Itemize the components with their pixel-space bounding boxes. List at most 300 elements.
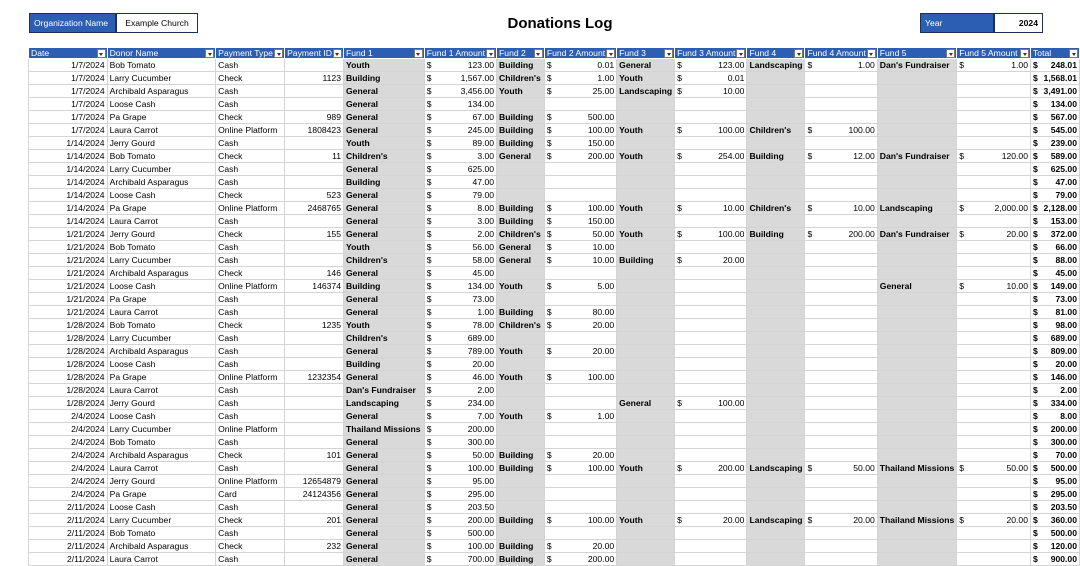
cell-fund-3-amount[interactable] bbox=[675, 423, 747, 436]
cell-payment-id[interactable] bbox=[285, 137, 344, 150]
cell-donor-name[interactable]: Laura Carrot bbox=[107, 124, 216, 137]
cell-fund-1[interactable]: General bbox=[343, 501, 424, 514]
cell-fund-1-amount[interactable] bbox=[424, 267, 496, 280]
cell-payment-type[interactable]: Cash bbox=[216, 215, 285, 228]
cell-fund-1-amount[interactable] bbox=[424, 254, 496, 267]
cell-fund-1[interactable]: General bbox=[343, 514, 424, 527]
cell-total[interactable] bbox=[1031, 59, 1080, 72]
cell-donor-name[interactable]: Laura Carrot bbox=[107, 462, 216, 475]
cell-fund-3[interactable]: Building bbox=[617, 254, 675, 267]
cell-fund-3-amount[interactable] bbox=[675, 215, 747, 228]
cell-total[interactable] bbox=[1031, 124, 1080, 137]
cell-fund-4-amount[interactable] bbox=[805, 59, 877, 72]
cell-date[interactable]: 1/21/2024 bbox=[29, 228, 108, 241]
column-header-fund-1-amount[interactable] bbox=[424, 48, 496, 59]
cell-fund-1[interactable]: Youth bbox=[343, 241, 424, 254]
cell-payment-id[interactable] bbox=[285, 358, 344, 371]
cell-fund-5[interactable]: Dan's Fundraiser bbox=[877, 150, 957, 163]
cell-fund-3-amount[interactable] bbox=[675, 410, 747, 423]
cell-fund-5-amount[interactable] bbox=[957, 163, 1031, 176]
cell-payment-type[interactable]: Cash bbox=[216, 384, 285, 397]
cell-fund-3-amount[interactable] bbox=[675, 514, 747, 527]
cell-fund-4[interactable] bbox=[747, 449, 805, 462]
cell-fund-2-amount[interactable] bbox=[544, 358, 616, 371]
cell-fund-2[interactable]: Building bbox=[497, 306, 545, 319]
cell-fund-5-amount[interactable] bbox=[957, 423, 1031, 436]
cell-date[interactable]: 1/21/2024 bbox=[29, 254, 108, 267]
cell-fund-4[interactable] bbox=[747, 306, 805, 319]
cell-fund-4[interactable] bbox=[747, 72, 805, 85]
cell-date[interactable]: 1/14/2024 bbox=[29, 202, 108, 215]
cell-date[interactable]: 2/4/2024 bbox=[29, 475, 108, 488]
cell-fund-2-amount[interactable] bbox=[544, 85, 616, 98]
cell-donor-name[interactable]: Laura Carrot bbox=[107, 215, 216, 228]
cell-fund-2-amount[interactable] bbox=[544, 72, 616, 85]
cell-fund-5[interactable] bbox=[877, 397, 957, 410]
cell-date[interactable]: 1/21/2024 bbox=[29, 267, 108, 280]
cell-fund-4[interactable] bbox=[747, 436, 805, 449]
cell-fund-5[interactable] bbox=[877, 85, 957, 98]
cell-fund-3[interactable] bbox=[617, 215, 675, 228]
cell-date[interactable]: 2/4/2024 bbox=[29, 410, 108, 423]
cell-payment-type[interactable]: Cash bbox=[216, 59, 285, 72]
cell-fund-5[interactable] bbox=[877, 527, 957, 540]
cell-date[interactable]: 2/4/2024 bbox=[29, 423, 108, 436]
cell-total[interactable] bbox=[1031, 98, 1080, 111]
cell-fund-2[interactable] bbox=[497, 332, 545, 345]
cell-donor-name[interactable]: Loose Cash bbox=[107, 189, 216, 202]
cell-payment-type[interactable]: Online Platform bbox=[216, 202, 285, 215]
cell-fund-5[interactable] bbox=[877, 436, 957, 449]
cell-fund-5[interactable] bbox=[877, 488, 957, 501]
cell-fund-1[interactable]: General bbox=[343, 488, 424, 501]
cell-fund-4-amount[interactable] bbox=[805, 345, 877, 358]
cell-fund-5-amount[interactable] bbox=[957, 384, 1031, 397]
cell-donor-name[interactable]: Bob Tomato bbox=[107, 150, 216, 163]
cell-payment-id[interactable]: 1232354 bbox=[285, 371, 344, 384]
cell-fund-3-amount[interactable] bbox=[675, 163, 747, 176]
cell-fund-4[interactable] bbox=[747, 384, 805, 397]
cell-fund-5[interactable] bbox=[877, 111, 957, 124]
cell-total[interactable] bbox=[1031, 397, 1080, 410]
cell-total[interactable] bbox=[1031, 293, 1080, 306]
cell-fund-4[interactable] bbox=[747, 410, 805, 423]
cell-payment-id[interactable] bbox=[285, 163, 344, 176]
cell-fund-3[interactable]: Youth bbox=[617, 462, 675, 475]
cell-fund-1-amount[interactable] bbox=[424, 397, 496, 410]
cell-fund-3[interactable] bbox=[617, 241, 675, 254]
cell-fund-3[interactable] bbox=[617, 280, 675, 293]
cell-fund-5[interactable] bbox=[877, 384, 957, 397]
cell-fund-2-amount[interactable] bbox=[544, 423, 616, 436]
cell-fund-4-amount[interactable] bbox=[805, 280, 877, 293]
cell-fund-5-amount[interactable] bbox=[957, 267, 1031, 280]
cell-donor-name[interactable]: Loose Cash bbox=[107, 98, 216, 111]
cell-fund-2[interactable]: Building bbox=[497, 462, 545, 475]
cell-fund-5[interactable] bbox=[877, 124, 957, 137]
cell-fund-2-amount[interactable] bbox=[544, 527, 616, 540]
cell-donor-name[interactable]: Archibald Asparagus bbox=[107, 85, 216, 98]
filter-dropdown-icon[interactable] bbox=[274, 49, 283, 58]
column-header-total[interactable] bbox=[1031, 48, 1080, 59]
cell-fund-2-amount[interactable] bbox=[544, 397, 616, 410]
cell-fund-4[interactable]: Landscaping bbox=[747, 59, 805, 72]
cell-fund-2[interactable]: Youth bbox=[497, 85, 545, 98]
cell-fund-1[interactable]: Building bbox=[343, 72, 424, 85]
cell-fund-1-amount[interactable] bbox=[424, 462, 496, 475]
cell-fund-5-amount[interactable] bbox=[957, 436, 1031, 449]
cell-fund-3-amount[interactable] bbox=[675, 241, 747, 254]
cell-fund-1[interactable]: Building bbox=[343, 358, 424, 371]
cell-fund-2-amount[interactable] bbox=[544, 319, 616, 332]
cell-fund-2[interactable] bbox=[497, 293, 545, 306]
cell-total[interactable] bbox=[1031, 436, 1080, 449]
cell-fund-1[interactable]: General bbox=[343, 215, 424, 228]
cell-payment-id[interactable] bbox=[285, 241, 344, 254]
cell-fund-4[interactable] bbox=[747, 163, 805, 176]
cell-total[interactable] bbox=[1031, 267, 1080, 280]
cell-payment-id[interactable]: 2468765 bbox=[285, 202, 344, 215]
cell-fund-4-amount[interactable] bbox=[805, 527, 877, 540]
cell-payment-id[interactable]: 523 bbox=[285, 189, 344, 202]
cell-fund-4-amount[interactable] bbox=[805, 228, 877, 241]
cell-fund-4[interactable] bbox=[747, 527, 805, 540]
cell-payment-id[interactable] bbox=[285, 501, 344, 514]
cell-payment-id[interactable] bbox=[285, 462, 344, 475]
cell-fund-1[interactable]: Youth bbox=[343, 319, 424, 332]
cell-payment-id[interactable]: 1235 bbox=[285, 319, 344, 332]
cell-fund-2[interactable] bbox=[497, 488, 545, 501]
cell-fund-1[interactable]: General bbox=[343, 449, 424, 462]
column-header-payment-type[interactable] bbox=[216, 48, 285, 59]
cell-fund-1-amount[interactable] bbox=[424, 59, 496, 72]
cell-fund-3-amount[interactable] bbox=[675, 189, 747, 202]
cell-payment-type[interactable]: Cash bbox=[216, 501, 285, 514]
cell-fund-3-amount[interactable] bbox=[675, 371, 747, 384]
cell-date[interactable]: 1/21/2024 bbox=[29, 293, 108, 306]
cell-fund-5-amount[interactable] bbox=[957, 228, 1031, 241]
column-header-fund-2-amount[interactable] bbox=[544, 48, 616, 59]
cell-fund-3-amount[interactable] bbox=[675, 98, 747, 111]
cell-donor-name[interactable]: Loose Cash bbox=[107, 280, 216, 293]
cell-fund-1[interactable]: Thailand Missions bbox=[343, 423, 424, 436]
cell-payment-id[interactable] bbox=[285, 293, 344, 306]
cell-fund-2-amount[interactable] bbox=[544, 228, 616, 241]
cell-donor-name[interactable]: Laura Carrot bbox=[107, 306, 216, 319]
filter-dropdown-icon[interactable] bbox=[736, 49, 745, 58]
cell-fund-3[interactable] bbox=[617, 332, 675, 345]
cell-fund-3-amount[interactable] bbox=[675, 72, 747, 85]
cell-fund-1-amount[interactable] bbox=[424, 150, 496, 163]
cell-fund-2-amount[interactable] bbox=[544, 514, 616, 527]
cell-date[interactable]: 1/21/2024 bbox=[29, 306, 108, 319]
cell-fund-4-amount[interactable] bbox=[805, 241, 877, 254]
cell-payment-id[interactable]: 12654879 bbox=[285, 475, 344, 488]
filter-dropdown-icon[interactable] bbox=[205, 49, 214, 58]
cell-payment-type[interactable]: Check bbox=[216, 150, 285, 163]
cell-fund-1-amount[interactable] bbox=[424, 98, 496, 111]
cell-fund-5[interactable] bbox=[877, 449, 957, 462]
cell-fund-3[interactable] bbox=[617, 137, 675, 150]
cell-date[interactable]: 2/11/2024 bbox=[29, 540, 108, 553]
cell-fund-3[interactable]: General bbox=[617, 59, 675, 72]
cell-fund-2[interactable]: General bbox=[497, 150, 545, 163]
cell-fund-5[interactable] bbox=[877, 371, 957, 384]
column-header-fund-3-amount[interactable] bbox=[675, 48, 747, 59]
cell-date[interactable]: 1/21/2024 bbox=[29, 241, 108, 254]
cell-fund-5-amount[interactable] bbox=[957, 462, 1031, 475]
cell-total[interactable] bbox=[1031, 423, 1080, 436]
cell-fund-4-amount[interactable] bbox=[805, 397, 877, 410]
cell-total[interactable] bbox=[1031, 72, 1080, 85]
cell-fund-3-amount[interactable] bbox=[675, 449, 747, 462]
filter-dropdown-icon[interactable] bbox=[1020, 49, 1029, 58]
cell-date[interactable]: 1/14/2024 bbox=[29, 176, 108, 189]
cell-fund-5[interactable] bbox=[877, 254, 957, 267]
cell-fund-5-amount[interactable] bbox=[957, 501, 1031, 514]
cell-fund-1-amount[interactable] bbox=[424, 332, 496, 345]
column-header-fund-3[interactable] bbox=[617, 48, 675, 59]
cell-fund-5-amount[interactable] bbox=[957, 397, 1031, 410]
cell-total[interactable] bbox=[1031, 410, 1080, 423]
cell-fund-4-amount[interactable] bbox=[805, 306, 877, 319]
cell-date[interactable]: 1/14/2024 bbox=[29, 189, 108, 202]
cell-payment-type[interactable]: Cash bbox=[216, 306, 285, 319]
cell-fund-4[interactable] bbox=[747, 293, 805, 306]
cell-donor-name[interactable]: Jerry Gourd bbox=[107, 475, 216, 488]
cell-fund-1-amount[interactable] bbox=[424, 241, 496, 254]
cell-total[interactable] bbox=[1031, 501, 1080, 514]
cell-fund-1[interactable]: Landscaping bbox=[343, 397, 424, 410]
cell-fund-3-amount[interactable] bbox=[675, 475, 747, 488]
cell-fund-5-amount[interactable] bbox=[957, 215, 1031, 228]
cell-fund-4-amount[interactable] bbox=[805, 540, 877, 553]
cell-fund-2[interactable]: Building bbox=[497, 202, 545, 215]
filter-dropdown-icon[interactable] bbox=[1069, 49, 1078, 58]
cell-fund-2-amount[interactable] bbox=[544, 410, 616, 423]
cell-fund-2[interactable]: Building bbox=[497, 215, 545, 228]
cell-fund-5[interactable] bbox=[877, 319, 957, 332]
cell-payment-type[interactable]: Online Platform bbox=[216, 280, 285, 293]
cell-date[interactable]: 2/11/2024 bbox=[29, 527, 108, 540]
filter-dropdown-icon[interactable] bbox=[794, 49, 803, 58]
cell-fund-2-amount[interactable] bbox=[544, 215, 616, 228]
cell-payment-id[interactable] bbox=[285, 215, 344, 228]
cell-fund-2[interactable] bbox=[497, 98, 545, 111]
cell-fund-1[interactable]: Children's bbox=[343, 254, 424, 267]
cell-fund-2[interactable] bbox=[497, 189, 545, 202]
cell-fund-4[interactable] bbox=[747, 176, 805, 189]
cell-fund-4-amount[interactable] bbox=[805, 163, 877, 176]
cell-payment-type[interactable]: Cash bbox=[216, 137, 285, 150]
cell-total[interactable] bbox=[1031, 137, 1080, 150]
cell-fund-3-amount[interactable] bbox=[675, 488, 747, 501]
cell-total[interactable] bbox=[1031, 332, 1080, 345]
cell-fund-2[interactable] bbox=[497, 475, 545, 488]
cell-fund-3[interactable] bbox=[617, 527, 675, 540]
cell-date[interactable]: 2/4/2024 bbox=[29, 449, 108, 462]
cell-fund-3[interactable]: Youth bbox=[617, 72, 675, 85]
cell-fund-5-amount[interactable] bbox=[957, 241, 1031, 254]
cell-date[interactable]: 1/7/2024 bbox=[29, 72, 108, 85]
cell-fund-1[interactable]: General bbox=[343, 124, 424, 137]
cell-donor-name[interactable]: Pa Grape bbox=[107, 371, 216, 384]
cell-fund-3-amount[interactable] bbox=[675, 176, 747, 189]
cell-payment-type[interactable]: Online Platform bbox=[216, 124, 285, 137]
cell-fund-4[interactable] bbox=[747, 475, 805, 488]
cell-date[interactable]: 1/21/2024 bbox=[29, 280, 108, 293]
cell-fund-3[interactable]: General bbox=[617, 397, 675, 410]
cell-fund-5[interactable] bbox=[877, 72, 957, 85]
cell-fund-5-amount[interactable] bbox=[957, 280, 1031, 293]
cell-fund-3[interactable] bbox=[617, 267, 675, 280]
cell-fund-4[interactable] bbox=[747, 189, 805, 202]
cell-fund-2-amount[interactable] bbox=[544, 98, 616, 111]
cell-fund-3[interactable] bbox=[617, 293, 675, 306]
cell-fund-5[interactable] bbox=[877, 176, 957, 189]
cell-fund-1-amount[interactable] bbox=[424, 449, 496, 462]
cell-date[interactable]: 1/14/2024 bbox=[29, 163, 108, 176]
cell-fund-2[interactable]: Youth bbox=[497, 345, 545, 358]
cell-fund-5-amount[interactable] bbox=[957, 150, 1031, 163]
cell-fund-5-amount[interactable] bbox=[957, 111, 1031, 124]
cell-fund-1-amount[interactable] bbox=[424, 371, 496, 384]
cell-fund-5[interactable]: Landscaping bbox=[877, 202, 957, 215]
cell-fund-5-amount[interactable] bbox=[957, 319, 1031, 332]
cell-payment-type[interactable]: Card bbox=[216, 488, 285, 501]
cell-date[interactable]: 1/14/2024 bbox=[29, 215, 108, 228]
cell-fund-4-amount[interactable] bbox=[805, 111, 877, 124]
cell-fund-1-amount[interactable] bbox=[424, 540, 496, 553]
filter-dropdown-icon[interactable] bbox=[486, 49, 495, 58]
cell-fund-4[interactable] bbox=[747, 540, 805, 553]
cell-fund-5-amount[interactable] bbox=[957, 176, 1031, 189]
cell-total[interactable] bbox=[1031, 254, 1080, 267]
cell-fund-2[interactable] bbox=[497, 358, 545, 371]
cell-total[interactable] bbox=[1031, 371, 1080, 384]
cell-donor-name[interactable]: Larry Cucumber bbox=[107, 72, 216, 85]
cell-fund-4-amount[interactable] bbox=[805, 501, 877, 514]
cell-fund-5-amount[interactable] bbox=[957, 475, 1031, 488]
cell-fund-5[interactable] bbox=[877, 189, 957, 202]
cell-fund-2-amount[interactable] bbox=[544, 462, 616, 475]
cell-fund-4-amount[interactable] bbox=[805, 215, 877, 228]
cell-date[interactable]: 1/28/2024 bbox=[29, 358, 108, 371]
cell-donor-name[interactable]: Loose Cash bbox=[107, 501, 216, 514]
cell-fund-4-amount[interactable] bbox=[805, 449, 877, 462]
cell-fund-3[interactable] bbox=[617, 358, 675, 371]
cell-fund-2-amount[interactable] bbox=[544, 202, 616, 215]
cell-fund-2-amount[interactable] bbox=[544, 449, 616, 462]
cell-total[interactable] bbox=[1031, 475, 1080, 488]
cell-fund-4[interactable] bbox=[747, 280, 805, 293]
cell-fund-5[interactable] bbox=[877, 540, 957, 553]
cell-fund-1-amount[interactable] bbox=[424, 319, 496, 332]
cell-fund-4[interactable] bbox=[747, 215, 805, 228]
cell-fund-1[interactable]: General bbox=[343, 475, 424, 488]
cell-date[interactable]: 1/7/2024 bbox=[29, 111, 108, 124]
cell-fund-2[interactable]: Children's bbox=[497, 72, 545, 85]
cell-payment-id[interactable] bbox=[285, 85, 344, 98]
cell-fund-2-amount[interactable] bbox=[544, 293, 616, 306]
filter-dropdown-icon[interactable] bbox=[664, 49, 673, 58]
cell-donor-name[interactable]: Archibald Asparagus bbox=[107, 449, 216, 462]
cell-fund-1-amount[interactable] bbox=[424, 85, 496, 98]
cell-fund-3[interactable]: Youth bbox=[617, 228, 675, 241]
cell-donor-name[interactable]: Laura Carrot bbox=[107, 384, 216, 397]
cell-date[interactable]: 1/28/2024 bbox=[29, 319, 108, 332]
cell-date[interactable]: 2/11/2024 bbox=[29, 514, 108, 527]
column-header-date[interactable] bbox=[29, 48, 108, 59]
cell-fund-2[interactable]: Building bbox=[497, 514, 545, 527]
cell-date[interactable]: 1/28/2024 bbox=[29, 345, 108, 358]
cell-fund-4-amount[interactable] bbox=[805, 293, 877, 306]
cell-fund-5-amount[interactable] bbox=[957, 254, 1031, 267]
cell-payment-type[interactable]: Cash bbox=[216, 397, 285, 410]
cell-fund-5-amount[interactable] bbox=[957, 540, 1031, 553]
cell-fund-1[interactable]: General bbox=[343, 462, 424, 475]
cell-donor-name[interactable]: Bob Tomato bbox=[107, 436, 216, 449]
cell-fund-4-amount[interactable] bbox=[805, 254, 877, 267]
cell-fund-1-amount[interactable] bbox=[424, 410, 496, 423]
cell-fund-3-amount[interactable] bbox=[675, 124, 747, 137]
cell-fund-5-amount[interactable] bbox=[957, 85, 1031, 98]
cell-fund-4-amount[interactable] bbox=[805, 475, 877, 488]
cell-fund-2[interactable]: General bbox=[497, 254, 545, 267]
column-header-fund-4[interactable] bbox=[747, 48, 805, 59]
cell-fund-2[interactable] bbox=[497, 527, 545, 540]
cell-donor-name[interactable]: Laura Carrot bbox=[107, 553, 216, 566]
cell-total[interactable] bbox=[1031, 150, 1080, 163]
cell-fund-3-amount[interactable] bbox=[675, 345, 747, 358]
cell-fund-4-amount[interactable] bbox=[805, 371, 877, 384]
cell-total[interactable] bbox=[1031, 319, 1080, 332]
cell-fund-3-amount[interactable] bbox=[675, 501, 747, 514]
column-header-fund-2[interactable] bbox=[497, 48, 545, 59]
cell-payment-id[interactable] bbox=[285, 423, 344, 436]
cell-fund-4[interactable] bbox=[747, 98, 805, 111]
cell-fund-4[interactable]: Landscaping bbox=[747, 514, 805, 527]
cell-fund-4-amount[interactable] bbox=[805, 98, 877, 111]
cell-fund-5-amount[interactable] bbox=[957, 514, 1031, 527]
cell-fund-1[interactable]: General bbox=[343, 267, 424, 280]
cell-payment-id[interactable] bbox=[285, 59, 344, 72]
cell-fund-4-amount[interactable] bbox=[805, 202, 877, 215]
cell-fund-4-amount[interactable] bbox=[805, 436, 877, 449]
cell-fund-2[interactable]: Building bbox=[497, 553, 545, 566]
cell-fund-5[interactable] bbox=[877, 163, 957, 176]
cell-date[interactable]: 1/7/2024 bbox=[29, 85, 108, 98]
cell-fund-3[interactable] bbox=[617, 163, 675, 176]
filter-dropdown-icon[interactable] bbox=[946, 49, 955, 58]
cell-fund-4-amount[interactable] bbox=[805, 423, 877, 436]
cell-total[interactable] bbox=[1031, 85, 1080, 98]
cell-total[interactable] bbox=[1031, 202, 1080, 215]
cell-total[interactable] bbox=[1031, 228, 1080, 241]
cell-total[interactable] bbox=[1031, 540, 1080, 553]
cell-fund-4-amount[interactable] bbox=[805, 358, 877, 371]
cell-fund-3-amount[interactable] bbox=[675, 280, 747, 293]
cell-donor-name[interactable]: Jerry Gourd bbox=[107, 228, 216, 241]
cell-payment-id[interactable] bbox=[285, 436, 344, 449]
cell-fund-1[interactable]: General bbox=[343, 293, 424, 306]
cell-fund-3-amount[interactable] bbox=[675, 111, 747, 124]
cell-fund-1[interactable]: Building bbox=[343, 176, 424, 189]
cell-date[interactable]: 2/11/2024 bbox=[29, 553, 108, 566]
cell-fund-5-amount[interactable] bbox=[957, 72, 1031, 85]
cell-payment-id[interactable] bbox=[285, 345, 344, 358]
cell-total[interactable] bbox=[1031, 163, 1080, 176]
